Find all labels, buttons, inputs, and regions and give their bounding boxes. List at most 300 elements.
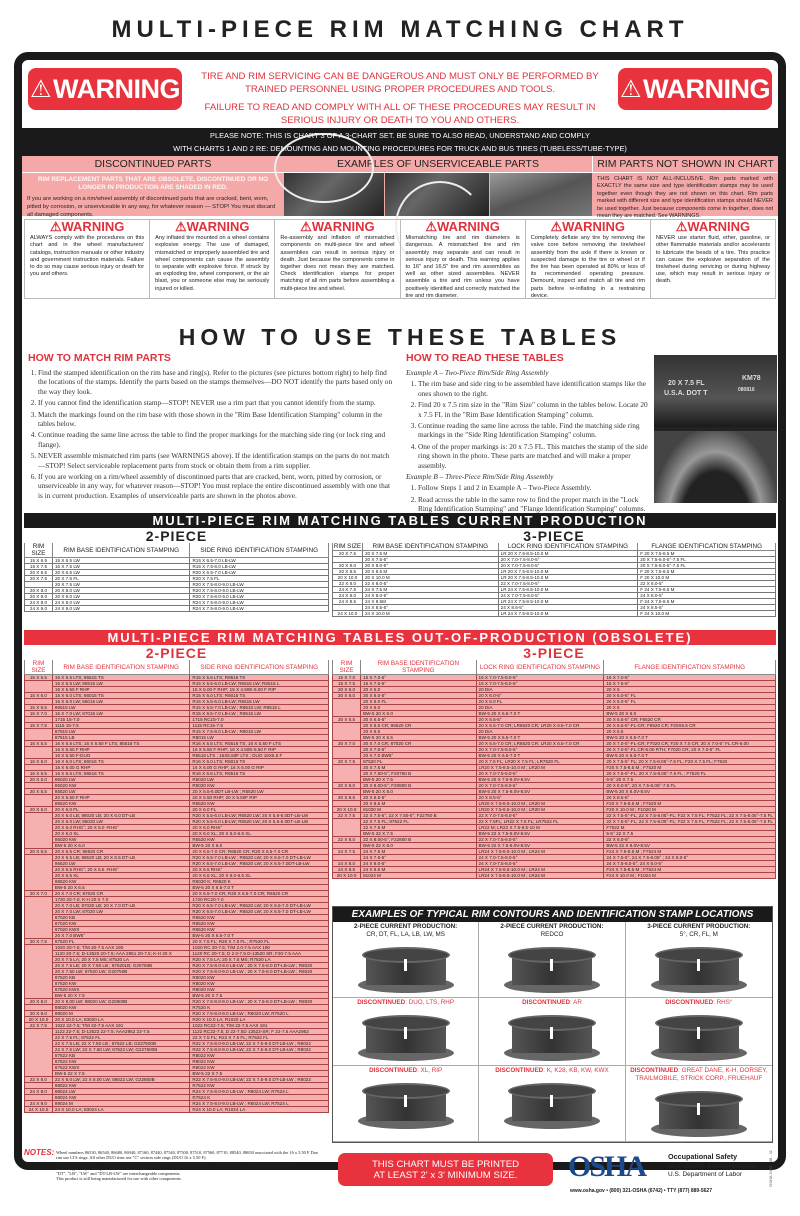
stamping-cell: LR 20 X 7.5-8.5-10.0 M — [498, 551, 638, 557]
stamping-cell: 22 X 7.0-7.5-8.0-5° — [498, 581, 638, 587]
stamping-cell: 24 X 7.0-7.5-8.0-5° — [476, 861, 604, 867]
stamping-cell: 22 X 7.5-5°; 22 X 7.50-5°; F22750 B — [361, 813, 476, 819]
stamping-cell: 15 X 5.50 F RHP — [52, 687, 190, 693]
obsolete-3piece-heading: 3-PIECE — [523, 645, 585, 661]
stamping-cell: 20 X 6.0-5° FL — [604, 699, 776, 705]
stamping-cell: 24 X 8.0-5° — [362, 593, 498, 599]
stamping-cell: 20 X 7.5-5°-FL; 20 X 7.5-8.05°-7.5 FL ; F7520 FL — [604, 771, 776, 777]
rim-example-caption: DISCONTINUED: K, K28, KB, KW, KWX — [495, 1067, 609, 1074]
rim-size-cell: 15 X 7.5 — [25, 723, 53, 729]
rim-diagram-icon — [502, 1077, 602, 1132]
obsolete-heading: MULTI-PIECE RIM MATCHING TABLES OUT-OF-PRODUCTION (OBSOLETE) — [24, 630, 776, 645]
rim-size-cell: 24 X 8.0 — [333, 593, 363, 599]
column-header: FLANGE IDENTIFICATION STAMPING — [638, 543, 776, 551]
stamping-cell: R22 X 7.5-8.0-9.0 LB-LW; 22 X 7.5-8.0 DT-LB-LW ; R8022 — [190, 1077, 329, 1083]
stamping-cell: BW-5 22 X 7.5 — [52, 1071, 190, 1077]
discontinued-text — [22, 173, 284, 216]
match-step: 2. If you cannot find the identification stamp—STOP! NEVER use a rim part that you cannot identify from the stamp. — [38, 398, 396, 407]
warnings-grid — [24, 219, 776, 299]
stamping-cell: 20 X 6.5 RHS°; 20 X 6.5 -RHS° — [52, 867, 190, 873]
current-2piece-heading: 2-PIECE — [145, 528, 208, 544]
stamping-cell: 20 X 6.0-5° — [361, 693, 476, 699]
rim-size-cell: 20 X 7.5 — [25, 576, 53, 582]
warning-heading: ⚠WARNING — [49, 219, 125, 234]
rim-size-cell: 20 X 5.0 — [333, 687, 361, 693]
stamping-cell: 1120 20-7.5; D-13520 20-7.5; AAA 2951 20-7.5; K-H 20 X — [52, 951, 190, 957]
stamping-cell: 20 X 6.0 RHS° — [190, 825, 329, 831]
stamping-cell: R8020 KW — [190, 975, 329, 981]
read-step: 4. One of the proper markings is: 20 x 7.5 FL. This matches the stamp of the side ring shown in the photo. These parts are matched and will make a proper assembly. — [418, 442, 650, 470]
stamping-cell: R24 X 7.5-8.0-9.0 LB-LW ; R8024 LW; R7524 L — [190, 1089, 329, 1095]
stamping-cell: R6520 KW — [190, 921, 329, 927]
stamping-cell: 87522 KB — [52, 1053, 190, 1059]
stamping-cell: 20 X 6 — [604, 705, 776, 711]
stamping-cell: 20 X 7.5-8.0-5°-7.5 FL — [638, 563, 776, 569]
stamping-cell: 20 X 7.50-5°; F20750 B — [361, 771, 476, 777]
stamping-cell: LR20 X 7.5-8.5-10.0 M ; LR20 M — [476, 807, 604, 813]
warning-badge-left — [28, 68, 182, 110]
stamping-cell: BW-5 22 X 8.0 — [361, 843, 476, 849]
stamping-cell: 22 X 7.0-7.5-8.0-5° — [476, 813, 604, 819]
stamping-cell: 20 X 9.0 LW — [52, 594, 190, 600]
obsolete-2piece-table — [24, 660, 329, 1113]
osha-name: Occupational Safety and Health Administration — [668, 1152, 758, 1170]
stamping-cell: 20 X 6.5-7.0 CR; LR6520 CR; LR20 X 6.5-7.0 CR — [476, 741, 604, 747]
rim-size-cell: 20 X 6.0 — [25, 807, 53, 813]
stamping-cell: R20 X 7.5-8.0-9.0 LB-LW ; 20 X 7.5-8.0 DT-LB-LW ; R8020 — [190, 963, 329, 969]
stamping-cell: 1115 15-7.5 — [52, 723, 190, 729]
stamping-cell: 20 X 6.5 LW — [52, 570, 190, 576]
stamping-cell: 24 X 8.5-5° — [498, 605, 638, 611]
stamping-cell: 20 X 5 — [604, 687, 776, 693]
table-row — [333, 873, 776, 879]
rim-size-cell: 15 X 6.0 — [25, 693, 53, 699]
top-warning-line2: FAILURE TO READ AND COMPLY WITH ALL OF THESE PROCEDURES MAY RESULT IN SERIOUS INJURY OR DEATH TO YOU AND OTHERS. — [204, 102, 596, 126]
stamping-cell: LR 24 X 7.5-8.5-10.0 M — [498, 599, 638, 605]
stamping-cell: 20 X 7.5-5° FL; 20 X 7.5-8.05°-7.5 FL; F20 X 7.5 FL; F7520 — [604, 759, 776, 765]
stamping-cell: BW-5 20 X 8.0 — [361, 789, 476, 795]
stamping-cell: 20 X 6.5-5° — [361, 717, 476, 723]
stamping-cell: R20 X 7.5-8.0-9.0 LB-LW ; 20 X 7.5-8.0 DT-LB-LW ; R8020 — [190, 999, 329, 1005]
rim-size-cell: 20 X 7.5 — [25, 939, 53, 945]
rim-size-cell: 16 X 6.0 — [25, 759, 53, 765]
osha-logo: OSHA — [568, 1150, 646, 1183]
stamping-cell: 16 X 6.00 G RHP — [52, 765, 190, 771]
stamping-cell: R20 X 7.5-8.0-9.0 LB-LW ; R8020 LW; R7520 L — [190, 1011, 329, 1017]
stamping-cell: 22 X 7.5 M — [361, 825, 476, 831]
warning-cell — [25, 220, 150, 298]
discontinued-body: If you are working on a rim/wheel assembly of discontinued parts that are cracked, bent, worn, pitted by corrosion, or unserviceable in any way, for whatever reason — STOP! You must discard all damaged components. — [27, 196, 276, 218]
column-header: RIM BASE IDENTIFICATION STAMPING — [52, 543, 190, 558]
stamping-cell: R15 X 7.5-8.0 LB-LW ; R8015 LW — [190, 729, 329, 735]
stamping-cell: 16 X 6.0 LTS; 86016 TS — [52, 759, 190, 765]
stamping-cell: F 20 X 7.5-8.5 M — [638, 551, 776, 557]
stamping-cell: 20 X 7.0-7.5-8.0-5° — [498, 563, 638, 569]
stamping-cell: 24 X 10.0 M — [362, 611, 498, 617]
stamping-cell: 20 DIA — [476, 705, 604, 711]
rim-size-cell: 16 X 5.5 — [25, 741, 53, 747]
rim-size-cell: 20 X 8.0 — [333, 563, 363, 569]
current-3piece-heading: 3-PIECE — [523, 528, 585, 544]
stamping-cell: 20 X 7.0-5°-FL CR-6.00 RTH; F7020 CR; 20 X 7.0-5° FL — [604, 747, 776, 753]
stamping-cell: R7520 K — [190, 1005, 329, 1011]
notes-label: NOTES: — [24, 1148, 55, 1157]
column-header: FLANGE IDENTIFICATION STAMPING — [604, 660, 776, 675]
note-item: This product is still being manufactured for use with other components. — [56, 1176, 182, 1182]
rim-examples-grid — [333, 922, 772, 1142]
column-header: RIM BASE IDENTIFICATION STAMPING — [361, 660, 476, 675]
please-note-bar — [22, 128, 778, 156]
table-row — [333, 819, 776, 825]
rim-size-cell: 15 X 5.5 — [25, 675, 53, 681]
rim-example-cell — [333, 1066, 479, 1142]
stamping-cell: 20 X 7.50 LW; 87520 LW; G20750B — [52, 969, 190, 975]
stamping-cell: R24 X 7.5-8.0-9.0 LB-LW — [190, 606, 329, 612]
match-step: 6. If you are working on a rim/wheel assembly of discontinued parts that are cracked, bent, worn, pitted by corrosion, or unserviceable in any way, for whatever reason—STOP! You must replace the entire discontinued assembly with one that is in current production. Examples of unserviceable parts are shown in the photos above. — [38, 472, 396, 500]
stamping-cell: BW-5 20 X 6.5-7.0 T — [476, 735, 604, 741]
stamping-cell: 20 X 7.5 M — [362, 551, 498, 557]
stamping-cell: BW-5 20 X 8.0V-8.5V — [604, 789, 776, 795]
stamping-cell: BW-5 20 X 6.0 — [52, 843, 190, 849]
rim-example-cell — [626, 998, 772, 1066]
rim-example-caption: 2-PIECE CURRENT PRODUCTION: REDCO — [500, 923, 604, 938]
how-to-use-heading: HOW TO USE THESE TABLES — [178, 324, 622, 350]
stamping-cell: 20 X 6.0 — [361, 705, 476, 711]
rim-size-cell: 16 X 6.5 — [25, 771, 53, 777]
stamping-cell: LR 20 X 7.5-8.5-10.0 M — [498, 569, 638, 575]
stamping-cell: 20 X 7.0 BW5° — [52, 933, 190, 939]
stamping-cell: 1022 RC22-7.5; T/M 22-7.5 AAX 191 — [190, 1023, 329, 1029]
stamping-cell: 20 X 7.5 FL; LR20 X 7.5 FL; LR7520 FL — [476, 759, 604, 765]
rim-diagram-icon — [356, 1077, 456, 1132]
rim-size-cell: 20 X 6.0 — [333, 693, 361, 699]
rim-size-cell: 24 X 8.0 — [25, 600, 53, 606]
stamping-cell: 24 X 8.0-5° — [361, 861, 476, 867]
stamping-cell: 1720 20-7.0; K-H 20 X 7.0 — [52, 897, 190, 903]
stamping-cell: LR 24 X 7.5-8.5-10.0 M — [498, 611, 638, 617]
stamping-cell: 20 X 6.5 XL — [52, 873, 190, 879]
stamping-cell: 20 X 7.0 LW; 87020 LW — [52, 909, 190, 915]
stamping-cell: R20 X 6.5-7.0 LB-LW ; R6520 LW; 20 X 6.5-7.0DT-LB-LW — [190, 861, 329, 867]
stamping-cell: R15 X 6.5-7.0 LB-LW ; R6515 LW — [190, 711, 329, 717]
stamping-cell: 24 X 7.0-7.5-8.0-5° — [476, 855, 604, 861]
stamping-cell: R5020 LW — [190, 777, 329, 783]
rim-example-cell — [333, 998, 479, 1066]
note-item: Some aluminum wheel stampings are followed by a character (S-T-X-B) which indicates a finished surface condition. This does not affect the interchangeability of the parts as shown on this table. — [56, 1160, 306, 1171]
stamping-cell: R20 X 7.5 FL — [190, 576, 329, 582]
stamping-cell: 20 X 6.5 RHS° — [190, 867, 329, 873]
stamping-cell: BW-5 20 X 6.0 — [190, 843, 329, 849]
stamping-cell: 16 X 5.5 LTS; 16 X 5.50 F LTS; 85516 TS — [52, 741, 190, 747]
stamping-cell: 87520 KW — [52, 981, 190, 987]
stamping-cell: 88022 KW — [52, 1083, 190, 1089]
stamping-cell: 20 X 7.5 LW — [52, 582, 190, 588]
stamping-cell: 15 X 6.0 LW; 86015 LW — [52, 699, 190, 705]
rim-size-cell: 20 X 6.5 — [25, 849, 53, 855]
stamping-cell: 86515 LW — [52, 705, 190, 711]
rim-diagram-icon — [649, 941, 749, 996]
stamping-cell: 87020 KWX — [52, 927, 190, 933]
warning-text: Mismatching tire and rim diameters is dangerous. A mismatched tire and rim assembly may separate and can result in serious injury or death. This warning applies to 16" and 16.5" tire and rim assemblies as well as other sized assemblies. NEVER assemble a tire and rim unless you have positively identified and correctly matched the tire and rim diameter. — [405, 235, 520, 299]
rim-size-cell: 22 X 7.5 — [25, 1023, 53, 1029]
stamping-cell: 20 X 7.0 CR; 87020 CR — [361, 741, 476, 747]
stamping-cell: R5516 LTS ; 16X5.50F LTS ; DUO 16X5.5 F — [190, 753, 329, 759]
unserviceable-photo-2 — [385, 173, 489, 216]
stamping-cell: 15 X 7.0-7.5-8.0-5° — [476, 675, 604, 681]
warning-badge-label: WARNING — [643, 73, 770, 104]
rim-example-cell — [479, 1066, 625, 1142]
stamping-cell: R16 X 6.5 LTS; R6516 TS — [190, 771, 329, 777]
stamping-cell: 5-5° 20 X 7.5 — [604, 777, 776, 783]
stamping-cell: 24 X 7.5-5° — [361, 855, 476, 861]
stamping-cell: 20 X 5.5-6.0DT LB-LW ; R5520 LW — [190, 789, 329, 795]
example-b-heading: Example B – Three-Piece Rim/Side Ring Assembly — [406, 472, 554, 482]
stamping-cell: 20 X 6.0-5° — [476, 693, 604, 699]
match-step: 4. Continue reading the same line across the table to find the proper markings for the matching side ring (or lock ring and flange). — [38, 430, 396, 449]
stamp-text: U.S.A. DOT T — [664, 390, 708, 397]
stamping-cell: R5020 KW — [190, 783, 329, 789]
unserviceable-heading: EXAMPLES OF UNSERVICEABLE PARTS — [284, 156, 592, 173]
stamping-cell: R16 X 5.5 LTS; R5516 TS; 16 X 5.50 F LTS — [190, 741, 329, 747]
column-header: LOCK RING IDENTIFICATION STAMPING — [476, 660, 604, 675]
rim-size-cell: 24 X 9.0 — [25, 606, 53, 612]
stamping-cell: 24 X 7.5-5°; 24 X 7.5-8.05° ; 24 X 8.0-5° — [604, 855, 776, 861]
warning-cell — [401, 220, 526, 298]
top-warning-line1: TIRE AND RIM SERVICING CAN BE DANGEROUS AND MUST ONLY BE PERFORMED BY TRAINED PERSONNEL USING PROPER PROCEDURES AND TOOLS. — [201, 71, 599, 95]
stamping-cell: 20 X 8.00 LW; 88020 LW; G20800B — [52, 999, 190, 1005]
stamping-cell: 22 X 7.5-5°-FL; 22 X 7.5-8.05°-FL; F22 X 7.5 FL; F7522 FL; 22 X 7.5-8.05°-7.5 FL — [604, 813, 776, 819]
rim-size-cell: 20 X 8.0 — [333, 783, 361, 789]
rim-size-cell: 22 X 7.5 — [333, 813, 361, 819]
stamping-cell: F20 X 10.0 M ; F1020 M — [604, 807, 776, 813]
not-shown-body: THIS CHART IS NOT ALL-INCLUSIVE. Rim parts marked with EXACTLY the same size and type identification stamps may be used together even though they are not shown on this chart. Rim parts marked with different size and type identification stamps should NEVER be used together. Just because components come in together, does not mean they are matched. See WARNINGS. — [592, 173, 778, 216]
warning-triangle-icon: ⚠ — [29, 75, 51, 103]
stamping-cell: 1020 20-7.5; T/M 20-7.5 AAX 190 — [52, 945, 190, 951]
obsolete-2piece-heading: 2-PIECE — [145, 645, 208, 661]
stamping-cell: R8022 KW — [190, 1065, 329, 1071]
unserviceable-photo-3 — [490, 173, 592, 216]
table-row — [25, 1107, 329, 1113]
stamping-cell: R7522 KW — [190, 1083, 329, 1089]
stamping-cell: 88024 KW — [52, 1095, 190, 1101]
stamping-cell: 20 X 8.5-5° — [361, 795, 476, 801]
rim-examples-panel — [332, 906, 773, 1143]
stamping-cell: 85020 KW — [52, 783, 190, 789]
column-header: SIDE RING IDENTIFICATION STAMPING — [190, 660, 329, 675]
stamping-cell: F 20 X 7.5-8.5 M — [638, 569, 776, 575]
stamping-cell: 20 X 6.5-5°-FL-CR; F6520 CR; F20X6.5 CR — [604, 723, 776, 729]
stamping-cell: 20 X 8.5-5° — [604, 795, 776, 801]
stamping-cell: 20 X 6.0-5° FL — [604, 693, 776, 699]
stamping-cell: 24 X 7.5 M — [362, 587, 498, 593]
stamping-cell: 15 X 6.5 LW — [52, 558, 190, 564]
stamping-cell: 20 X 7.0 CR; 87020 CR — [52, 891, 190, 897]
stamping-cell: 16 X 5.50 F RHP; 16 X 4.50E-5.50 F RIP — [190, 747, 329, 753]
stamping-cell: 16 X 6.00 G RHP; 16 X 6.00 G RIP — [190, 765, 329, 771]
rim-size-cell: 20 X 10.0 — [333, 873, 361, 879]
stamping-cell: 85020 LW — [52, 777, 190, 783]
stamping-cell: 1122 22-7.5; D-13522 22-7.5; AAA2952 22-7.5 — [52, 1029, 190, 1035]
stamping-cell: R15 X 5.5 LTS; R8515 TS — [190, 675, 329, 681]
stamping-cell: F24 X 10.0 M ; F1024 M — [604, 873, 776, 879]
read-step: 1. The rim base and side ring to be assembled have identification stamps like the ones shown to the right. — [418, 379, 650, 398]
stamping-cell: 1715 15-7.0 — [52, 717, 190, 723]
rim-size-cell: 20 X 5.5 — [25, 789, 53, 795]
stamping-cell: 87522 KW — [52, 1059, 190, 1065]
stamping-cell: F 24 X 7.5-8.5 M — [638, 587, 776, 593]
stamping-cell: 87520 KWX — [52, 987, 190, 993]
match-steps-list — [26, 368, 396, 502]
stamping-cell: LR24 X 7.5-8.5-10.0 M ; LR24 M — [476, 849, 604, 855]
stamping-cell: 24 X 8.5-5° — [638, 605, 776, 611]
shaded-note: RIM REPLACEMENT PARTS THAT ARE OBSOLETE, DISCONTINUED OR NO LONGER IN PRODUCTION ARE SHADED IN RED. — [37, 176, 269, 191]
stamping-cell: LR20 X 7.5-8.5-10.0 M ; LR20 M — [476, 801, 604, 807]
stamping-cell: 87020 KB — [52, 915, 190, 921]
column-header: RIM SIZE — [25, 660, 53, 675]
stamping-cell: 20 X 6.5 — [361, 729, 476, 735]
stamping-cell: 20 X 7.5 M — [361, 765, 476, 771]
warning-text: Any inflated tire mounted on a wheel contains explosive energy. The use of damaged, mismatched or improperly assembled tire and wheel components can cause the assembly to separate with explosive force. If struck by an exploding tire, wheel component, or the air blast, you or someone else may be seriously injured or killed. — [155, 235, 270, 292]
stamp-text: 20 X 7.5 FL — [668, 380, 705, 387]
stamp-example-photo — [654, 355, 777, 503]
stamping-cell: R20 X 7.5 LA; 20 X 7.5 MS; R7520 LA — [190, 957, 329, 963]
rim-size-cell: 24 X 8.5 — [333, 599, 363, 605]
stamping-cell: F 24 X 7.5-8.5 M — [638, 599, 776, 605]
stamping-cell: 20 X 6.5-7.0 CR; R20 X 6.5-7.0 CR; R6520 CR — [190, 891, 329, 897]
stamping-cell: 20 X 8.00-5°; F20800 B — [361, 783, 476, 789]
stamping-cell: 22 X 8.0-5° — [638, 581, 776, 587]
stamping-cell: BW-5 20 X 6.5-7.0 T — [604, 735, 776, 741]
rim-diagram-icon — [356, 1009, 456, 1064]
stamping-cell: R20 X 5.5-6.0 LB-LW; R5520 LW; 20 X 5.5-6.0DT-LB-LW — [190, 819, 329, 825]
stamping-cell: 20 X 10.0 M — [362, 575, 498, 581]
rim-size-cell: 20 X 10.0 — [333, 575, 363, 581]
stamping-cell: 20 X 6.5-5° CR; F6520 CR — [604, 717, 776, 723]
stamping-cell: R15 X 7.5-8.0 LB-LW — [190, 564, 329, 570]
stamping-cell: 20 X 7.0-7.5-8.0-5° — [476, 783, 604, 789]
warning-text: Completely deflate any tire by removing the valve core before removing the tire/wheel assembly from the axle if there is known or suspected damage to the tire or wheel or if the tire has been operated at 80% or less of its recommended operating pressure. Demount, inspect and match all tire and rim parts before re-inflating in a restraining device. — [530, 235, 645, 299]
stamping-cell: R20 X 7.5-8.0-9.0 LB-LW ; 20 X 7.5-8.0 DT-LB-LW ; R8020 — [190, 969, 329, 975]
rim-example-caption: DISCONTINUED: DUO, LTS, RHP — [357, 999, 455, 1006]
column-header: RIM SIZE — [333, 543, 362, 550]
osha-dept: U.S. Department of Labor — [668, 1171, 743, 1178]
stamping-cell: 85520 LW — [52, 789, 190, 795]
stamping-cell: R20 X 5.5-6.0 LB-LW; R5520 LW; 20 X 5.5-6.0DT-LB-LW — [190, 813, 329, 819]
rim-size-cell: 15 X 7.5 — [333, 681, 361, 687]
match-step: 5. NEVER assemble mismatched rim parts (see WARNINGS above). If the identification stamps on the parts do not match—STOP! Select serviceable replacement parts from stock or obtain them from a rim supplier. — [38, 451, 396, 470]
stamping-cell: 20 X 7.0 LB; 87020 LB; 20 X 7.0 DT-LB — [52, 903, 190, 909]
stamping-cell: R20 X 7.5-8.0-9.0 LB-LW — [190, 582, 329, 588]
rim-size-cell: 22 X 8.0 — [333, 837, 361, 843]
stamping-cell: 20 X 6.0 RHS°; 20 X 6.0 -RHS° — [52, 825, 190, 831]
warning-heading: ⚠WARNING — [675, 219, 751, 234]
stamping-cell: LR24 X 7.5-8.5-10.0 M ; LR24 M — [476, 873, 604, 879]
stamping-cell: 5-5° 22 X 7.5 — [604, 831, 776, 837]
column-header: RIM BASE IDENTIFICATION STAMPING — [362, 543, 498, 551]
stamping-cell: R24 X 7.5-8.0-9.0 LB-LW ; R8024 LW; R7524 L — [190, 1101, 329, 1107]
stamping-cell: 16 X 5.50 F-DUO — [52, 753, 190, 759]
column-header: LOCK RING IDENTIFICATION STAMPING — [498, 543, 638, 551]
stamping-cell: R24 X 7.5-8.0-9.0 LB-LW — [190, 600, 329, 606]
stamping-cell: 89020 M — [52, 1011, 190, 1017]
stamping-cell: 24 X 10.0 LA; 83024 LA — [52, 1107, 190, 1113]
stamping-cell: 24 X 8.5-5° — [362, 605, 498, 611]
warning-cell — [651, 220, 775, 298]
stamping-cell: R20 X 7.5-8.0-9.0 LB-LW — [190, 588, 329, 594]
stamping-cell: 20 X 8.5 M — [362, 569, 498, 575]
print-size-notice — [338, 1153, 553, 1186]
stamping-cell: BW-5 20 X 7.5 — [52, 993, 190, 999]
stamping-cell: 22 X 7.5 LB; 22 X 7.50 LB ; 87522 LB; G227500B — [52, 1041, 190, 1047]
table-row — [333, 741, 776, 747]
stamping-cell: 20 X 6.0 LB; 86020 LB; 20 X 6.0 DT-LB — [52, 813, 190, 819]
stamping-cell: 1020 RC 20-7.5; T/M 2.0-7.5 AAX 190 — [190, 945, 329, 951]
rim-size-cell: 20 X 8.0 — [25, 588, 53, 594]
stamping-cell: 20 X 6.5-5° — [476, 717, 604, 723]
stamping-cell: 20 X 7.0-5°-FL-CR; F7020 CR; F20 X 7.0 CR; 20 X 7.0-5° FL CR-6.00 — [604, 741, 776, 747]
stamping-cell: BW-5 20 X 6.0 — [604, 711, 776, 717]
stamping-cell: 1022 22-7.5; T/M 22-7.5 AAX 191 — [52, 1023, 190, 1029]
stamping-cell: 15 X 6.0 LTS; 86015 TS — [52, 693, 190, 699]
page-title: MULTI-PIECE RIM MATCHING CHART — [111, 16, 689, 43]
stamping-cell: 87515 LW — [52, 729, 190, 735]
stamping-cell: 88020 KW — [52, 1005, 190, 1011]
stamping-cell: 20 X 6.5 LB; 86520 LB; 20 X 6.5 DT-LB — [52, 855, 190, 861]
how-to-read-heading: HOW TO READ THESE TABLES — [406, 352, 564, 364]
current-2piece-table — [24, 543, 329, 612]
stamping-cell: 15 X 7.5 LW — [52, 564, 190, 570]
warning-text: Re-assembly and inflation of mismatched components on multi-piece tire and wheel assemblies can result in serious injury or death. Just because the components come in together does not mean they are matched. Check identification stamps for proper matching of all rim parts before assembling a multi-piece tire and wheel. — [280, 235, 395, 292]
stamping-cell: 24 X 8.5 M — [361, 867, 476, 873]
warning-badge-right — [618, 68, 772, 110]
stamping-cell: 20 X 7.5 LB; 20 X 7.50 LB ; 87520LB; G20750B — [52, 963, 190, 969]
warning-text: ALWAYS comply with the procedures on this chart and in the wheel manufacturers' catalogs, instruction manuals or other industry and government instruction materials. Failure to do so may cause serious injury or death for you and others. — [30, 235, 145, 278]
rim-diagram-icon — [502, 1009, 602, 1064]
rim-size-cell: 20 X 7.0 — [25, 891, 53, 897]
warning-cell — [526, 220, 651, 298]
stamping-cell: 22 X 7.5 LW; 22 X 7.50 LW; 87522 LW; G227500B — [52, 1047, 190, 1053]
stamping-cell: BW-5 22 X 7.5 — [361, 831, 476, 837]
stamping-cell: 15 X 7.0-7.5-8.0-5° — [476, 681, 604, 687]
stamping-cell: F24 X 7.5-8.5 M ; F7524 M — [604, 867, 776, 873]
read-step: 1. Follow Steps 1 and 2 in Example A – Two-Piece Assembly. — [418, 483, 650, 492]
rim-size-cell: 20 X 9.0 — [25, 1011, 53, 1017]
rim-size-cell: 22 X 8.0 — [333, 581, 363, 587]
stamping-cell: 1120 RC 20-7.5; D 2.0-7.5 D-13520 SR; F20-7.5 AAA — [190, 951, 329, 957]
stamping-cell: BW-5 20 X 6.5-7.0 T — [190, 933, 329, 939]
stamping-cell: 22 X 8.00-5°; F22800 B — [361, 837, 476, 843]
stamping-cell: 20 X 6.5 CR; 86520 CR — [52, 849, 190, 855]
stamping-cell: 24 X 9.0 LW — [52, 606, 190, 612]
stamping-cell: 22 X 8.0 LW; 22 X 8.00 LW; 88022 LW; G22800B — [52, 1077, 190, 1083]
stamp-photo-top — [654, 355, 777, 427]
stamping-cell: 85520 KW — [52, 801, 190, 807]
stamping-cell: 1122 RC22-7.5; D 22-7.5D 13522-SR; F 22-7.5 AAA2952 — [190, 1029, 329, 1035]
stamping-cell: 20 X 7.0 BW5° — [361, 753, 476, 759]
rim-size-cell: 15 X 7.0 — [333, 675, 361, 681]
warning-cell — [275, 220, 400, 298]
stamping-cell: 24 X 8.0 LW — [52, 600, 190, 606]
stamping-cell: 20 X 7.5-8.0-5°-7.5 FL — [638, 557, 776, 563]
rim-example-caption: DISCONTINUED: RHS° — [665, 999, 733, 1006]
stamping-cell: 20 X 8.0 LW — [52, 588, 190, 594]
stamping-cell: 86520 KW — [52, 879, 190, 885]
rim-size-cell: 20 X 7.5 — [333, 551, 363, 557]
stamping-cell: R15 X 6.5-7.0 LB-LW — [190, 558, 329, 564]
stamping-cell: R8022 KW — [190, 1053, 329, 1059]
stamping-cell: 86020 KW — [52, 837, 190, 843]
stamping-cell: 88024 LW — [52, 1089, 190, 1095]
